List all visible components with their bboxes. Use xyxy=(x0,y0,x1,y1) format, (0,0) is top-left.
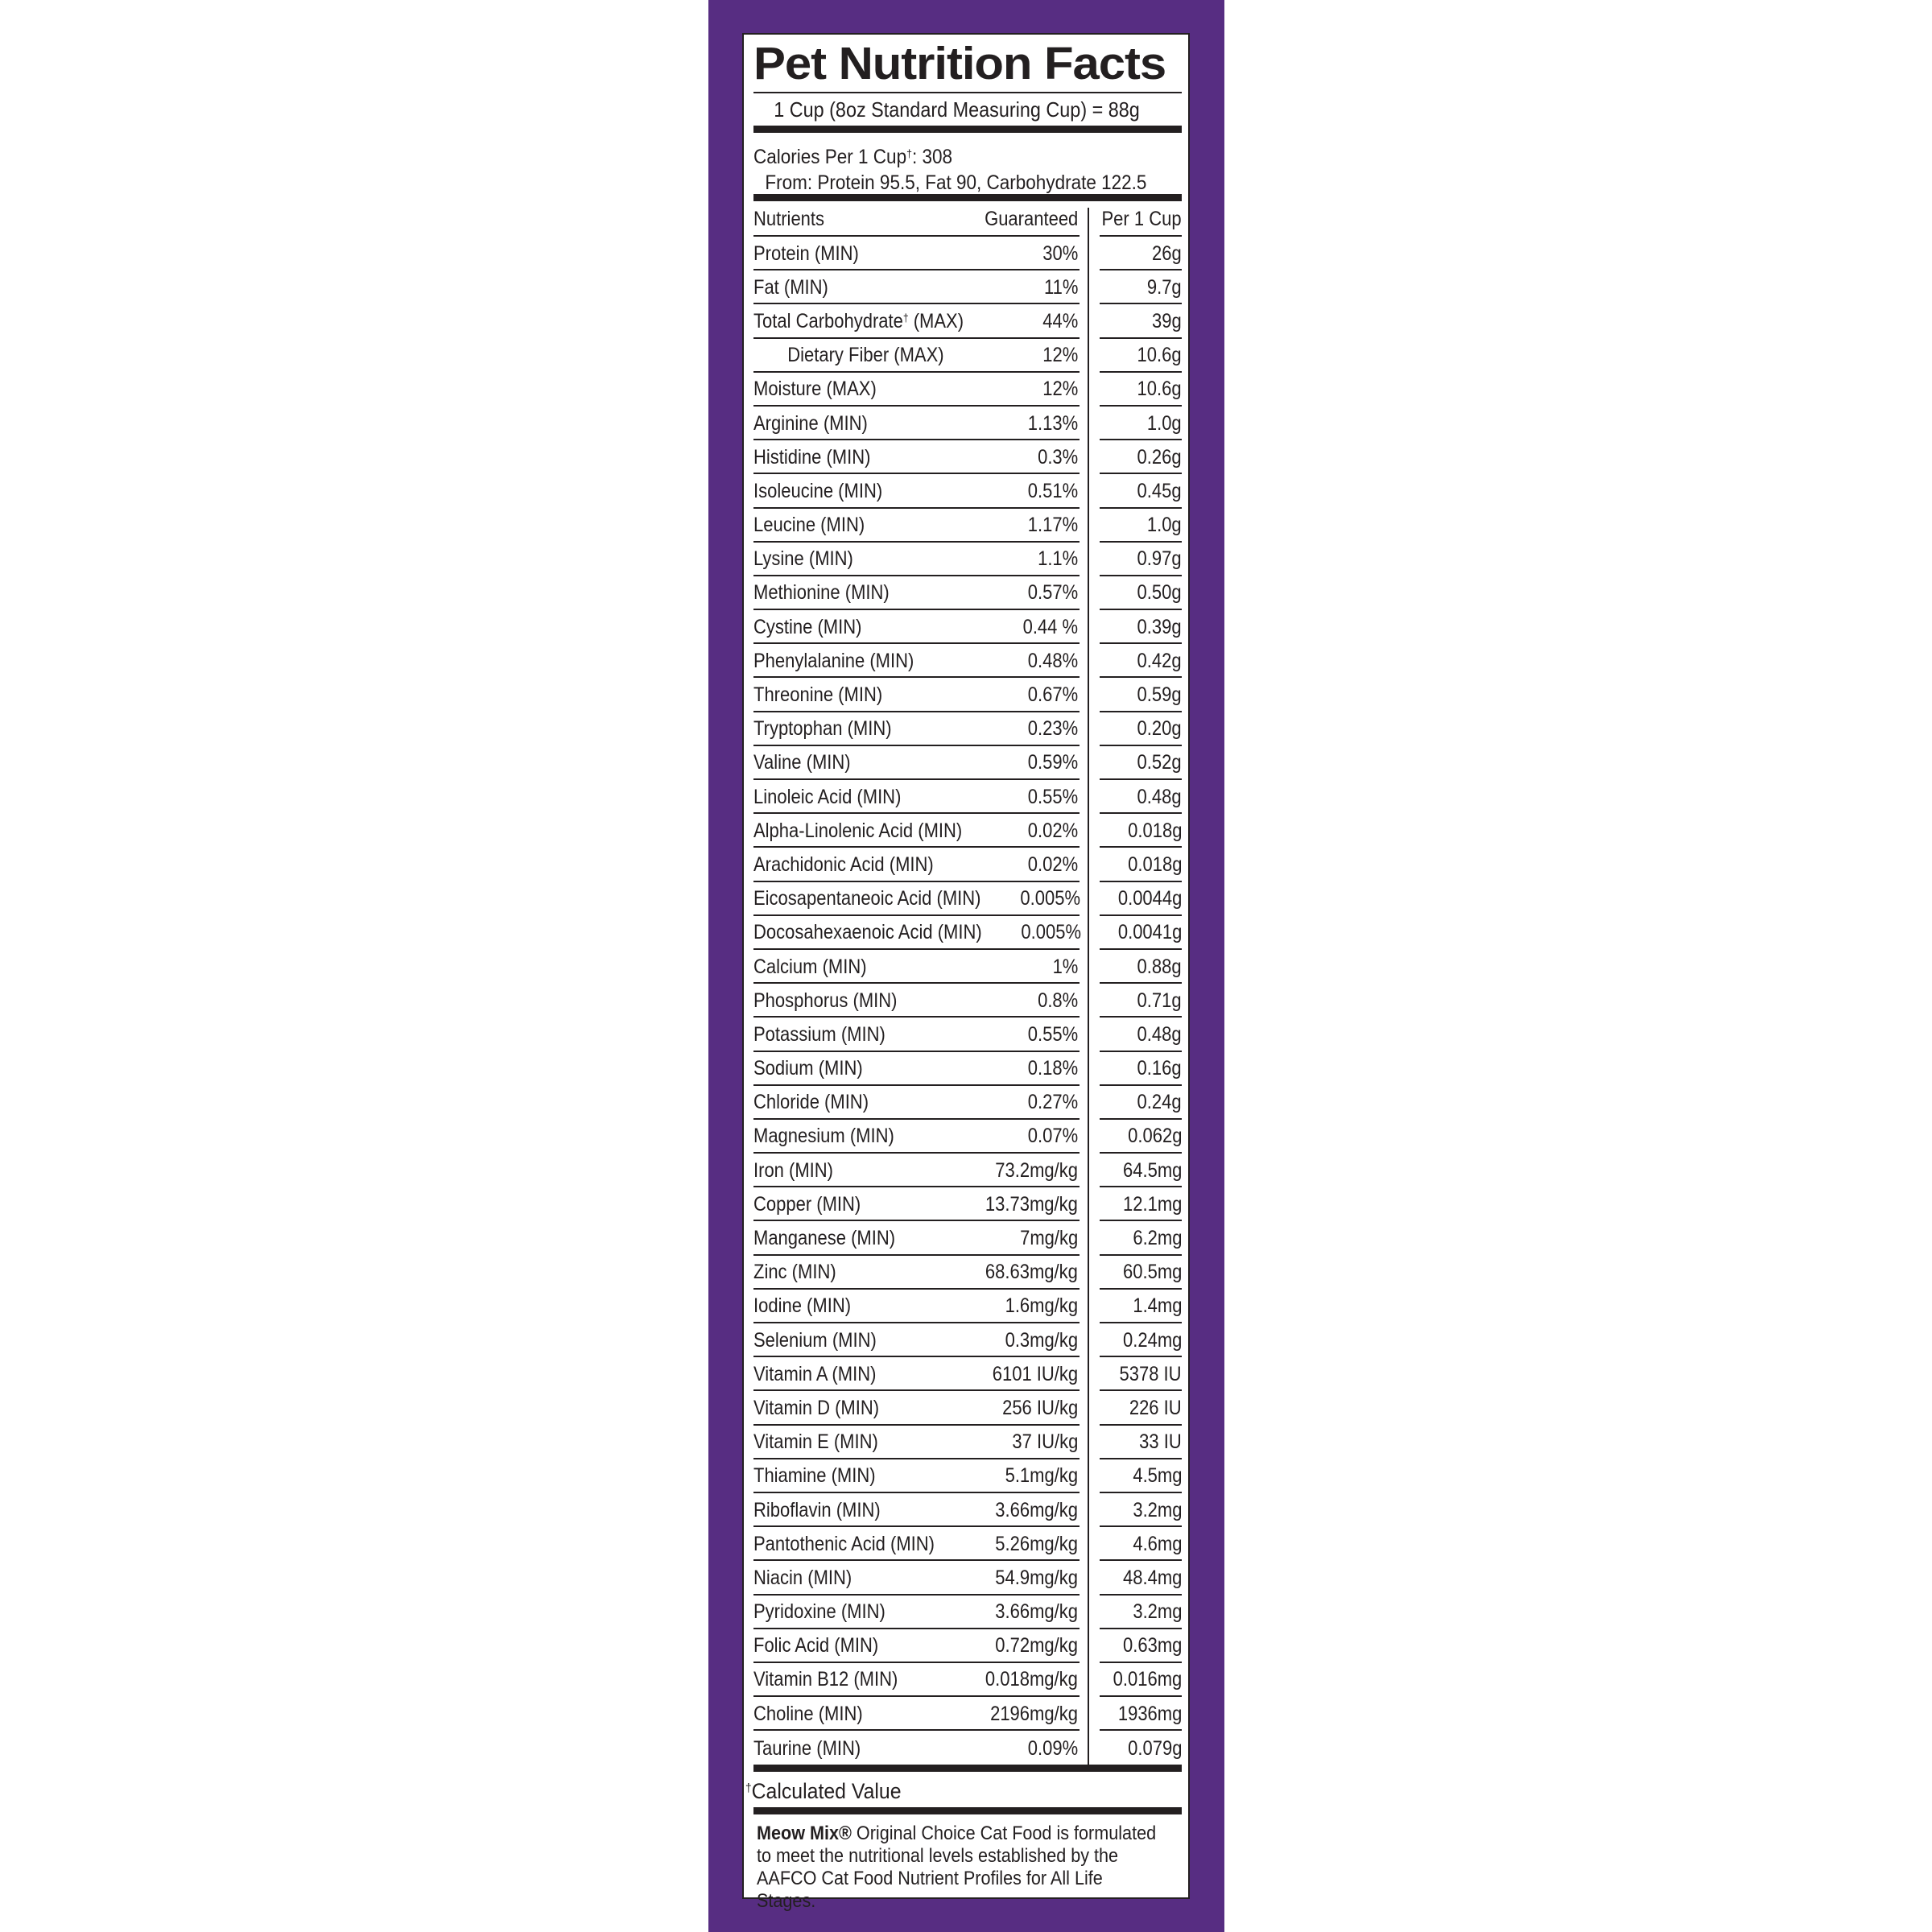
table-row xyxy=(753,780,1182,814)
per-cup-value: 39g xyxy=(1152,309,1182,332)
guaranteed-value: 0.005% xyxy=(1021,921,1082,944)
aafco-statement xyxy=(753,1814,1159,1913)
per-cup-value: 1.0g xyxy=(1147,514,1182,537)
nutrient-name: Copper (MIN) xyxy=(753,1192,861,1216)
calories-section xyxy=(753,133,1182,194)
guaranteed-value: 0.3% xyxy=(1038,445,1079,469)
calories-label: Calories Per 1 Cup xyxy=(753,146,907,168)
column-divider xyxy=(1088,208,1089,1765)
guaranteed-value: 1.17% xyxy=(1027,514,1079,537)
table-row xyxy=(753,1391,1182,1425)
table-row xyxy=(753,1663,1182,1697)
table-row xyxy=(753,1052,1182,1086)
nutrient-name: Pyridoxine (MIN) xyxy=(753,1600,886,1624)
per-cup-value: 0.018g xyxy=(1127,852,1182,876)
guaranteed-value: 0.59% xyxy=(1027,751,1079,774)
guaranteed-value: 0.23% xyxy=(1027,717,1079,741)
per-cup-value: 0.71g xyxy=(1137,989,1182,1012)
table-row xyxy=(753,1493,1182,1527)
table-row xyxy=(753,678,1182,712)
nutrient-name: Iodine (MIN) xyxy=(753,1294,852,1318)
per-cup-value: 12.1mg xyxy=(1122,1192,1182,1216)
table-row xyxy=(753,848,1182,881)
per-cup-value: 64.5mg xyxy=(1122,1158,1182,1182)
nutrient-name: Tryptophan (MIN) xyxy=(753,717,892,741)
nutrient-name: Taurine (MIN) xyxy=(753,1736,861,1760)
nutrient-name: Vitamin B12 (MIN) xyxy=(753,1668,898,1691)
nutrient-name: Zinc (MIN) xyxy=(753,1261,836,1284)
nutrient-name: Calcium (MIN) xyxy=(753,955,867,978)
guaranteed-value: 13.73mg/kg xyxy=(985,1192,1079,1216)
per-cup-value: 0.48g xyxy=(1137,785,1182,808)
nutrient-name: Thiamine (MIN) xyxy=(753,1464,876,1488)
nutrient-name: Vitamin E (MIN) xyxy=(753,1430,878,1454)
nutrient-name: Histidine (MIN) xyxy=(753,445,871,469)
nutrient-name: Potassium (MIN) xyxy=(753,1022,886,1046)
guaranteed-value: 1% xyxy=(1052,955,1079,978)
table-row xyxy=(753,1731,1182,1765)
table-row xyxy=(753,1187,1182,1221)
dagger-mark: † xyxy=(906,147,912,160)
per-cup-value: 1.4mg xyxy=(1132,1294,1182,1318)
guaranteed-value: 73.2mg/kg xyxy=(995,1158,1079,1182)
guaranteed-value: 0.27% xyxy=(1027,1091,1079,1114)
nutrient-name: Niacin (MIN) xyxy=(753,1566,852,1589)
nutrient-name: Fat (MIN) xyxy=(753,275,828,299)
thick-divider xyxy=(753,1765,1182,1772)
nutrient-name: Moisture (MAX) xyxy=(753,378,877,401)
guaranteed-value: 1.13% xyxy=(1027,411,1079,435)
per-cup-value: 0.0044g xyxy=(1117,887,1182,910)
table-row xyxy=(753,1256,1182,1290)
guaranteed-value: 37 IU/kg xyxy=(1012,1430,1079,1454)
calories-breakdown: From: Protein 95.5, Fat 90, Carbohydrate 122.5 xyxy=(765,171,1147,194)
guaranteed-value: 0.57% xyxy=(1027,581,1079,605)
per-cup-value: 0.26g xyxy=(1137,445,1182,469)
guaranteed-value: 0.67% xyxy=(1027,683,1079,707)
table-row xyxy=(753,1290,1182,1323)
guaranteed-value: 0.02% xyxy=(1027,852,1079,876)
table-row xyxy=(753,373,1182,407)
nutrient-name: Linoleic Acid (MIN) xyxy=(753,785,902,808)
table-row xyxy=(753,1221,1182,1255)
guaranteed-value: 11% xyxy=(1043,275,1079,299)
table-row xyxy=(753,882,1182,916)
nutrient-name: Pantothenic Acid (MIN) xyxy=(753,1532,935,1555)
nutrient-name: Magnesium (MIN) xyxy=(753,1125,894,1148)
table-row xyxy=(753,1697,1182,1731)
table-row xyxy=(753,1086,1182,1120)
footnote xyxy=(745,1772,1147,1807)
guaranteed-value: 0.07% xyxy=(1027,1125,1079,1148)
table-row xyxy=(753,339,1182,373)
nutrient-name: Phosphorus (MIN) xyxy=(753,989,898,1012)
table-row xyxy=(753,509,1182,543)
table-row xyxy=(753,440,1182,474)
nutrition-label xyxy=(745,35,1182,1913)
table-row xyxy=(753,644,1182,678)
per-cup-value: 0.88g xyxy=(1137,955,1182,978)
dagger-mark: † xyxy=(902,312,909,324)
table-row xyxy=(753,950,1182,984)
guaranteed-value: 12% xyxy=(1042,344,1079,367)
per-cup-value: 0.16g xyxy=(1137,1057,1182,1080)
guaranteed-value: 30% xyxy=(1042,242,1079,265)
guaranteed-value: 0.02% xyxy=(1027,819,1079,842)
guaranteed-value: 0.44 % xyxy=(1022,615,1079,638)
per-cup-value: 33 IU xyxy=(1139,1430,1182,1454)
table-row xyxy=(753,1154,1182,1187)
header-guaranteed: Guaranteed xyxy=(985,207,1079,230)
guaranteed-value: 3.66mg/kg xyxy=(995,1600,1079,1624)
per-cup-value: 1936mg xyxy=(1117,1702,1182,1725)
per-cup-value: 0.97g xyxy=(1137,547,1182,571)
calories-value: : 308 xyxy=(911,146,953,168)
guaranteed-value: 0.55% xyxy=(1027,1022,1079,1046)
header-per-cup: Per 1 Cup xyxy=(1101,207,1182,230)
per-cup-value: 0.63mg xyxy=(1122,1634,1182,1657)
guaranteed-value: 2196mg/kg xyxy=(990,1702,1079,1725)
table-row xyxy=(753,1018,1182,1051)
guaranteed-value: 0.55% xyxy=(1027,785,1079,808)
guaranteed-value: 6101 IU/kg xyxy=(992,1362,1079,1385)
guaranteed-value: 12% xyxy=(1042,378,1079,401)
nutrient-name: Leucine (MIN) xyxy=(753,514,865,537)
table-row xyxy=(753,474,1182,508)
nutrient-name: Selenium (MIN) xyxy=(753,1328,877,1352)
per-cup-value: 0.59g xyxy=(1137,683,1182,707)
nutrient-name: Arginine (MIN) xyxy=(753,411,868,435)
nutrient-name: Alpha-Linolenic Acid (MIN) xyxy=(753,819,963,842)
per-cup-value: 0.39g xyxy=(1137,615,1182,638)
table-row xyxy=(753,1323,1182,1357)
guaranteed-value: 44% xyxy=(1042,309,1079,332)
nutrient-name: Vitamin A (MIN) xyxy=(753,1362,877,1385)
calories-line xyxy=(753,144,1139,170)
thick-divider xyxy=(753,1807,1182,1814)
per-cup-value: 0.016mg xyxy=(1113,1668,1182,1691)
per-cup-value: 3.2mg xyxy=(1132,1498,1182,1521)
per-cup-value: 226 IU xyxy=(1129,1396,1182,1419)
table-row xyxy=(753,746,1182,780)
per-cup-value: 1.0g xyxy=(1147,411,1182,435)
table-row xyxy=(753,984,1182,1018)
statement-text: Original Choice Cat Food is formulated to meet the nutritional levels established by the AAFCO Cat Food Nutrient Profiles for All Life Stages. xyxy=(757,1823,1157,1913)
nutrient-name: Choline (MIN) xyxy=(753,1702,863,1725)
per-cup-value: 0.0041g xyxy=(1117,921,1182,944)
per-cup-value: 0.50g xyxy=(1137,581,1182,605)
nutrient-name: Lysine (MIN) xyxy=(753,547,853,571)
nutrient-name: Folic Acid (MIN) xyxy=(753,1634,879,1657)
per-cup-value: 10.6g xyxy=(1137,378,1182,401)
per-cup-value: 0.24g xyxy=(1137,1091,1182,1114)
guaranteed-value: 0.48% xyxy=(1027,649,1079,672)
guaranteed-value: 54.9mg/kg xyxy=(995,1566,1079,1589)
table-row xyxy=(753,1120,1182,1154)
nutrient-name: Dietary Fiber (MAX) xyxy=(787,344,944,367)
nutrient-name: Manganese (MIN) xyxy=(753,1227,896,1250)
dagger-mark: † xyxy=(745,1782,752,1796)
nutrient-name: Iron (MIN) xyxy=(753,1158,833,1182)
guaranteed-value: 0.72mg/kg xyxy=(995,1634,1079,1657)
nutrient-name: Chloride (MIN) xyxy=(753,1091,869,1114)
table-row xyxy=(753,1459,1182,1493)
per-cup-value: 3.2mg xyxy=(1132,1600,1182,1624)
label-title: Pet Nutrition Facts xyxy=(753,38,1166,89)
per-cup-value: 4.6mg xyxy=(1132,1532,1182,1555)
nutrient-name: Isoleucine (MIN) xyxy=(753,479,883,502)
table-row xyxy=(753,407,1182,440)
guaranteed-value: 0.8% xyxy=(1038,989,1079,1012)
guaranteed-value: 0.018mg/kg xyxy=(985,1668,1079,1691)
table-row xyxy=(753,1629,1182,1663)
header-nutrients: Nutrients xyxy=(753,207,825,230)
nutrient-name: Arachidonic Acid (MIN) xyxy=(753,852,934,876)
guaranteed-value: 256 IU/kg xyxy=(1002,1396,1079,1419)
per-cup-value: 4.5mg xyxy=(1132,1464,1182,1488)
table-row xyxy=(753,814,1182,848)
table-row xyxy=(753,1426,1182,1459)
table-row xyxy=(753,1561,1182,1595)
guaranteed-value: 7mg/kg xyxy=(1020,1227,1079,1250)
per-cup-value: 5378 IU xyxy=(1119,1362,1182,1385)
guaranteed-value: 0.005% xyxy=(1020,887,1081,910)
brand-name: Meow Mix® xyxy=(757,1823,852,1845)
nutrient-name: Phenylalanine (MIN) xyxy=(753,649,914,672)
nutrient-name: Riboflavin (MIN) xyxy=(753,1498,881,1521)
nutrient-name: Cystine (MIN) xyxy=(753,615,862,638)
per-cup-value: 6.2mg xyxy=(1132,1227,1182,1250)
table-row xyxy=(753,916,1182,950)
nutrient-name: Sodium (MIN) xyxy=(753,1057,863,1080)
guaranteed-value: 68.63mg/kg xyxy=(985,1261,1079,1284)
nutrient-name: Protein (MIN) xyxy=(753,242,859,265)
nutrient-name: Eicosapentaneoic Acid (MIN) xyxy=(753,887,981,910)
per-cup-value: 0.48g xyxy=(1137,1022,1182,1046)
per-cup-value: 0.45g xyxy=(1137,479,1182,502)
guaranteed-value: 0.3mg/kg xyxy=(1005,1328,1079,1352)
nutrient-name: Vitamin D (MIN) xyxy=(753,1396,880,1419)
guaranteed-value: 5.1mg/kg xyxy=(1005,1464,1079,1488)
per-cup-value: 0.52g xyxy=(1137,751,1182,774)
table-row xyxy=(753,610,1182,644)
nutrient-name: Methionine (MIN) xyxy=(753,581,890,605)
table-row xyxy=(753,1357,1182,1391)
table-header xyxy=(753,201,1182,237)
table-row xyxy=(753,270,1182,304)
nutrient-name: Threonine (MIN) xyxy=(753,683,883,707)
table-row xyxy=(753,1527,1182,1561)
footnote-text: Calculated Value xyxy=(751,1779,902,1804)
table-row xyxy=(753,712,1182,746)
nutrient-name: Valine (MIN) xyxy=(753,751,851,774)
per-cup-value: 0.062g xyxy=(1127,1125,1182,1148)
nutrient-table xyxy=(753,201,1182,1765)
nutrient-name: Total Carbohydrate† (MAX) xyxy=(753,309,964,332)
table-row xyxy=(753,237,1182,270)
per-cup-value: 48.4mg xyxy=(1122,1566,1182,1589)
guaranteed-value: 3.66mg/kg xyxy=(995,1498,1079,1521)
table-row xyxy=(753,543,1182,576)
table-row xyxy=(753,1596,1182,1629)
nutrient-name: Docosahexaenoic Acid (MIN) xyxy=(753,921,982,944)
serving-size: 1 Cup (8oz Standard Measuring Cup) = 88g xyxy=(774,97,1140,122)
guaranteed-value: 0.09% xyxy=(1027,1736,1079,1760)
per-cup-value: 0.018g xyxy=(1127,819,1182,842)
guaranteed-value: 1.1% xyxy=(1038,547,1079,571)
per-cup-value: 0.20g xyxy=(1137,717,1182,741)
thick-divider xyxy=(753,126,1182,133)
guaranteed-value: 0.51% xyxy=(1027,479,1079,502)
per-cup-value: 0.079g xyxy=(1127,1736,1182,1760)
guaranteed-value: 5.26mg/kg xyxy=(995,1532,1079,1555)
table-row xyxy=(753,304,1182,338)
guaranteed-value: 0.18% xyxy=(1027,1057,1079,1080)
per-cup-value: 0.24mg xyxy=(1122,1328,1182,1352)
table-row xyxy=(753,576,1182,610)
guaranteed-value: 1.6mg/kg xyxy=(1005,1294,1079,1318)
per-cup-value: 0.42g xyxy=(1137,649,1182,672)
per-cup-value: 9.7g xyxy=(1147,275,1182,299)
per-cup-value: 60.5mg xyxy=(1122,1261,1182,1284)
per-cup-value: 10.6g xyxy=(1137,344,1182,367)
per-cup-value: 26g xyxy=(1152,242,1182,265)
